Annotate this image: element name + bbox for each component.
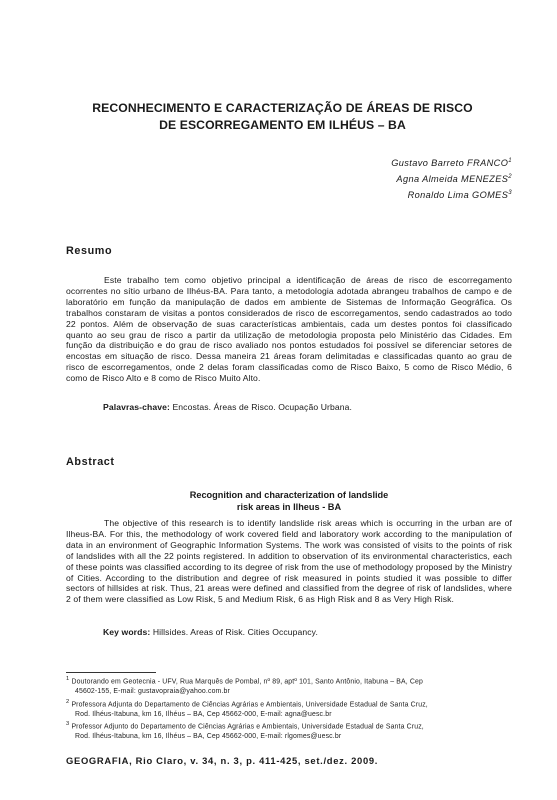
author-name: Agna Almeida MENEZES — [396, 174, 509, 185]
author-1 — [391, 158, 512, 168]
abstract-keywords: Key words: Hillsides. Areas of Risk. Cities Occupancy. — [103, 627, 318, 637]
keywords-label: Key words — [103, 627, 148, 637]
keywords-text: Encostas. Áreas de Risco. Ocupação Urbana. — [172, 402, 352, 412]
keywords-text: Hillsides. Areas of Risk. Cities Occupancy. — [152, 627, 318, 637]
footnote-text: Doutorando em Geotecnia - UFV, Rua Marquês de Pombal, nº 89, aptº 101, Santo Antônio, Itabuna – BA, Cep — [71, 678, 424, 686]
journal-citation: GEOGRAFIA, Rio Claro, v. 34, n. 3, p. 411-425, set./dez. 2009. — [66, 755, 379, 766]
footnote-divider — [66, 672, 156, 673]
author-3 — [408, 190, 512, 200]
footnote-text-continued: 45602-155, E-mail: gustavopraia@yahoo.com.br — [75, 687, 230, 695]
author-name: Ronaldo Lima GOMES — [407, 190, 509, 201]
paper-title — [60, 100, 505, 133]
footnote-mark: 2 — [66, 699, 70, 705]
abstract-title-line-2: risk areas in Ilheus - BA — [236, 502, 342, 512]
author-footnote-mark: 2 — [508, 174, 512, 180]
abstract-english-title — [66, 489, 512, 513]
paper-title-line-2: DE ESCORREGAMENTO EM ILHÉUS – BA — [159, 117, 406, 132]
author-name: Gustavo Barreto FRANCO — [391, 158, 509, 169]
footnote-3 — [66, 720, 512, 741]
footnote-text-continued: Rod. Ilhéus-Itabuna, km 16, Ilhéus – BA, Cep 45662-000, E-mail: rlgomes@uesc.br — [75, 732, 342, 740]
footnote-2 — [66, 698, 512, 719]
footnote-text-continued: Rod. Ilhéus-Itabuna, km 16, Ilhéus – BA, Cep 45662-000, E-mail: agna@uesc.br — [75, 710, 332, 718]
abstract-title-line-1: Recognition and characterization of landslide — [189, 490, 389, 500]
abstract-heading: Abstract — [66, 456, 115, 468]
footnote-1 — [66, 675, 512, 696]
author-footnote-mark: 1 — [508, 158, 512, 164]
author-2 — [396, 174, 512, 184]
footnote-text: Professora Adjunta do Departamento de Ciências Agrárias e Ambientais, Universidade Estadual de Santa Cruz, — [71, 701, 428, 709]
resumo-heading: Resumo — [66, 245, 113, 257]
keywords-label: Palavras-chave — [103, 402, 167, 412]
paper-title-line-1: RECONHECIMENTO E CARACTERIZAÇÃO DE ÁREAS DE RISCO — [92, 101, 473, 115]
author-footnote-mark: 3 — [508, 190, 512, 196]
footnote-text: Professor Adjunto do Departamento de Ciências Agrárias e Ambientais, Universidade Estadual de Santa Cruz, — [71, 723, 424, 731]
resumo-keywords: Palavras-chave: Encostas. Áreas de Risco. Ocupação Urbana. — [103, 402, 352, 412]
resumo-body: Este trabalho tem como objetivo principal a identificação de áreas de risco de escorregamento ocorrentes no sítio urbano de Ilhéus-BA. Para tanto, a metodologia adotada abrangeu trabalhos de campo e de laboratório em função da manipulação de dados em ambiente de Sistemas de Informação Geográfica. Os trabalhos constaram de visitas a pontos considerados de risco de escorregamentos, sendo cadastrados ao todo 22 pontos. Além de observação de suas características ambientais, cada um destes pontos foi classificado quanto ao seu grau de risco a partir da utilização de metodologia proposta pelo Ministério das Cidades. Em função da distribuição e do grau de risco avaliado nos pontos estudados foi possível se diferenciar setores de encostas em situação de risco. Dessa maneira 21 áreas foram delimitadas e classificadas quanto ao grau de risco de escorregamentos, onde 2 delas foram classificadas como de Risco Baixo, 5 como de Risco Médio, 6 como de Risco Alto e 8 como de Risco Muito Alto. — [66, 275, 512, 384]
abstract-body: The objective of this research is to identify landslide risk areas which is occurring in the urban are of Ilheus-BA. For this, the methodology of work covered field and laboratory work according to the manipulation of data in an environment of Geographic Information Systems. The work was consisted of visits to the points of risk of landslides with all the 22 points registered. In addition to observation of its environmental characteristics, each of these points was classified according to its degree of risk from the use of methodology proposed by the Ministry of Cities. According to the distribution and degree of risk measured in points studied it was possible to differ sectors of hillsides at risk. Thus, 21 areas were defined and classified from the degree of risk of landslides, where 2 of them were classified as Low Risk, 5 and Medium Risk, 6 as High Risk and 8 as Very High Risk. — [66, 518, 512, 605]
footnote-mark: 1 — [66, 676, 70, 682]
footnote-mark: 3 — [66, 721, 70, 727]
